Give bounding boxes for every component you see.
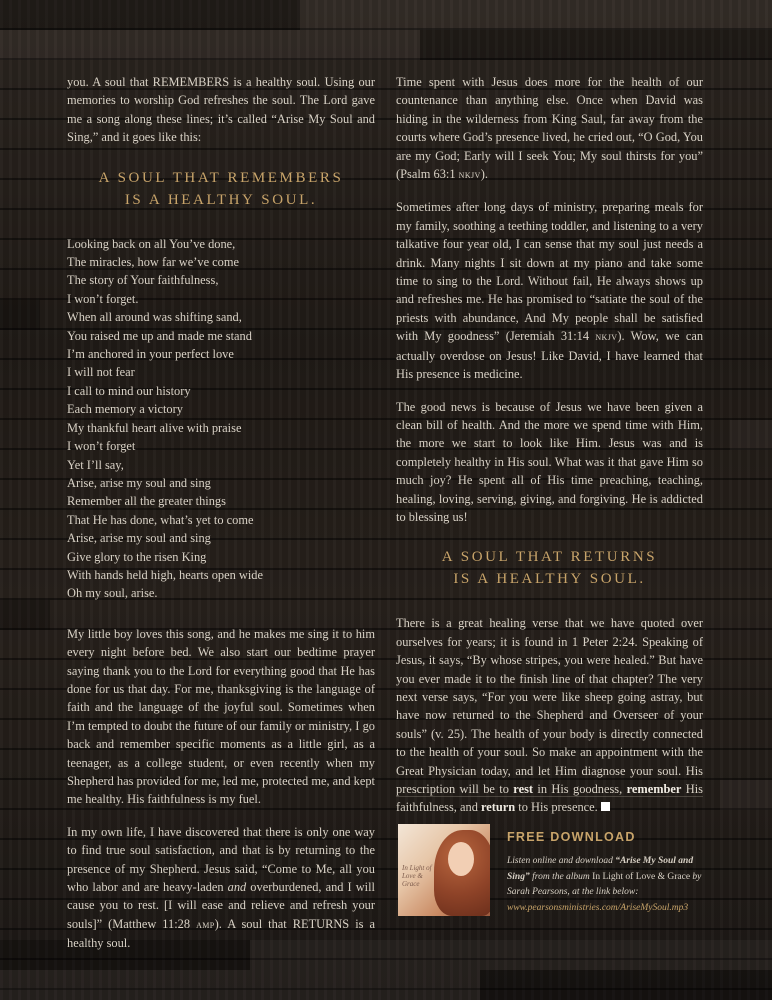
right-paragraph-3: The good news is because of Jesus we have been given a clean bill of health. And the more we spend time with Him, the more we start to look like Him. Jesus was and is completely healthy in His soul. What was it that gave Him so much joy? He spent all of His time preaching, teaching, healing, loving, serving, giving, and forgiving. He is addicted to blessing us!	[396, 399, 703, 524]
text-run: by Sarah Pearsons, at the link below:	[507, 871, 702, 898]
free-download-text	[507, 854, 712, 916]
lyric-line: I won’t forget	[67, 439, 136, 454]
lyric-line: That He has done, what’s yet to come	[67, 512, 254, 527]
album-title: In Light of Love & Grace	[592, 871, 691, 882]
wood-plank	[0, 970, 480, 1000]
end-mark-icon	[601, 802, 610, 811]
text-run: to His presence.	[515, 800, 598, 815]
text-run: Time spent with Jesus does more for the health of our countenance than anything else. Once when David was hiding in the wilderness from King Saul, far away from the courts where God’s presence lived, he cried out, “O God, You are my God; Early will I seek You; My soul thirsts for you” (Psalm 63:1	[396, 75, 703, 182]
right-paragraph-1	[396, 73, 703, 184]
song-lyrics	[67, 235, 375, 603]
lyric-line: My thankful heart alive with praise	[67, 420, 242, 435]
pullquote-returns	[396, 546, 703, 590]
bible-version: amp	[196, 918, 215, 931]
lyric-line: The story of Your faithfulness,	[67, 273, 219, 288]
text-run: overburdened, and I will cause you to rest. [I will ease and relieve and refresh your souls]” (Matthew 11:28	[67, 880, 375, 931]
wood-plank	[0, 30, 420, 60]
lyric-line: I call to mind our history	[67, 383, 191, 398]
right-paragraph-2	[396, 198, 703, 383]
text-run: In my own life, I have discovered that there is only one way to find true soul satisfaction, and that is by returning to the presence of my Shepherd. Jesus said, “Come to Me, all you who labor and are heavy-laden	[67, 824, 375, 895]
section-divider	[396, 796, 703, 797]
left-paragraph-1: you. A soul that REMEMBERS is a healthy soul. Using our memories to worship God refreshes the soul. The Lord gave me a song along these lines; it’s called “Arise My Soul and Sing,” and it goes like this:	[67, 75, 375, 145]
album-cover-title: In Light of Love & Grace	[402, 864, 432, 888]
text-run: in His goodness,	[533, 782, 627, 796]
lyric-line: Yet I’ll say,	[67, 457, 124, 472]
text-run: There is a great healing verse that we have quoted over ourselves for years; it is found in 1 Peter 2:24. Speaking of Jesus, it says, “By whose stripes, you were healed.” But have you ever made it to the finish line of that chapter? The very next verse says, “For you were like sheep going astray, but have now returned to the Shepherd and Overseer of your souls” (v. 25). The health of your body is directly connected to the health of your soul. So make an appointment with the Great Physician today, and let Him diagnose your soul. His prescription will be to	[396, 616, 703, 796]
lyric-line: Oh my soul, arise.	[67, 586, 158, 601]
lyric-line: The miracles, how far we’ve come	[67, 255, 240, 270]
text-run: Sometimes after long days of ministry, preparing meals for my family, soothing a teething toddler, and listening to a very talkative four year old, I can sense that my soul just needs a drink. Many nights I sit down at my piano and take some time to sing to the Lord. Without fail, He always shows up and refreshes me. He has promised to “satiate the soul of the priests with abundance, And My people shall be satisfied with My goodness” (Jeremiah 31:14	[396, 200, 703, 344]
italic-text: and	[227, 880, 247, 895]
text-run: ). Wow, we can actually overdose on Jesus! Like David, I have learned that His presence is medicine.	[396, 329, 704, 382]
free-download-box	[398, 822, 708, 922]
wood-plank	[0, 300, 40, 330]
lyric-line: Arise, arise my soul and sing	[67, 475, 211, 490]
wood-plank	[420, 30, 772, 60]
pullquote-line: IS A HEALTHY SOUL.	[124, 191, 318, 208]
bold-text: rest	[513, 782, 534, 796]
wood-plank	[730, 420, 772, 450]
lyric-line: Arise, arise my soul and sing	[67, 531, 211, 546]
wood-plank	[300, 0, 772, 30]
lyric-line: Looking back on all You’ve done,	[67, 236, 236, 251]
right-paragraph-4	[396, 614, 703, 816]
album-cover-image	[398, 824, 490, 916]
bible-version: nkjv	[458, 169, 481, 182]
lyric-line: I’m anchored in your perfect love	[67, 347, 234, 362]
lyric-line: Each memory a victory	[67, 402, 183, 417]
album-cover-face	[448, 842, 474, 876]
text-run: Listen online and download	[507, 856, 616, 866]
right-column	[396, 73, 703, 831]
pullquote-line: IS A HEALTHY SOUL.	[453, 571, 646, 588]
text-run: ).	[480, 167, 488, 182]
song-title: “Arise My Soul and Sing”	[507, 856, 694, 882]
pullquote-line: A SOUL THAT RETURNS	[441, 549, 658, 566]
left-column	[67, 73, 375, 967]
bold-text: remember	[626, 782, 682, 796]
free-download-title: FREE DOWNLOAD	[507, 830, 636, 844]
lyric-line: Remember all the greater things	[67, 494, 226, 509]
left-paragraph-3	[67, 823, 375, 953]
text-run: His faithfulness, and	[396, 782, 704, 815]
lyric-line: You raised me up and made me stand	[67, 328, 252, 343]
lyric-line: I won’t forget.	[67, 291, 139, 306]
lyric-line: I will not fear	[67, 365, 135, 380]
pullquote-line: A SOUL THAT REMEMBERS	[98, 169, 344, 186]
pullquote-remembers	[67, 167, 375, 211]
bible-version: nkjv	[595, 331, 618, 344]
wood-plank	[720, 780, 772, 810]
wood-plank	[0, 600, 50, 630]
download-link[interactable]: www.pearsonsministries.com/AriseMySoul.mp3	[507, 902, 689, 913]
lyric-line: With hands held high, hearts open wide	[67, 567, 263, 582]
left-paragraph-2: My little boy loves this song, and he makes me sing it to him every night before bed. We also start our bedtime prayer saying thank you to the Lord for everything good that He has done for us that day. For me, thanksgiving is the language of faith and the language of the joyful soul. Sometimes when I’m tempted to doubt the future of our family or ministry, I go back and remember specific moments as a little girl, as a teenager, as a college student, or even recently when my Shepherd has provided for me, led me, protected me, and kept me healthy. His faithfulness is my fuel.	[67, 626, 375, 807]
wood-plank	[480, 970, 772, 1000]
text-run: ). A soul that RETURNS is a healthy soul.	[67, 916, 375, 951]
lyric-line: When all around was shifting sand,	[67, 310, 242, 325]
lyric-line: Give glory to the risen King	[67, 549, 207, 564]
bold-text: return	[481, 800, 516, 815]
text-run: from the album	[529, 871, 593, 882]
wood-plank	[0, 0, 300, 30]
